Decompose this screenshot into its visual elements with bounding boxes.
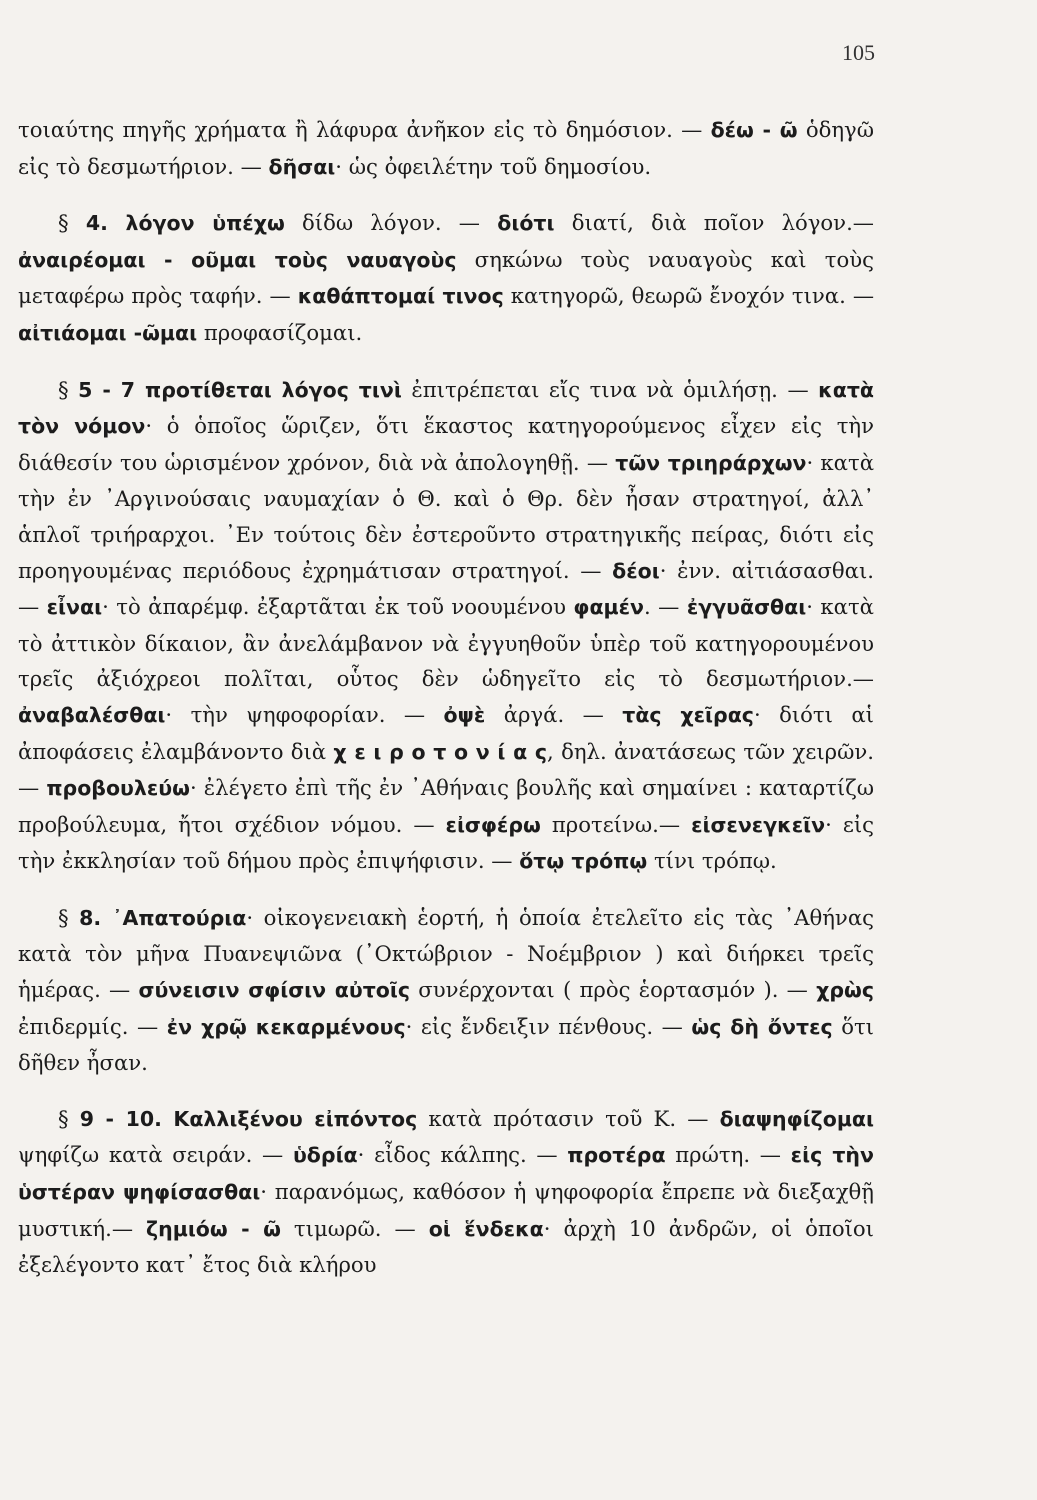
gloss-text: · διότι αἱ ἀποφάσεις ἐλαμβάνοντο διὰ xyxy=(18,701,874,764)
gloss-text: ψηφίζω κατὰ σειράν. — xyxy=(18,1142,293,1168)
headword: εἶναι xyxy=(46,595,103,620)
gloss-text: σηκώνω τοὺς ναυαγοὺς καὶ τοὺς μεταφέρω πρὸς ταφήν. — xyxy=(18,246,875,309)
gloss-text: § xyxy=(58,376,79,402)
paragraph xyxy=(18,372,874,880)
gloss-text: · κατὰ τὴν ἐν ᾿Αργινούσαις ναυμαχίαν ὁ Θ. καὶ ὁ Θρ. δὲν ἦσαν στρατηγοί, ἀλλ᾿ ἁπλοῖ τριήραρχοι. ᾿Εν τούτοις δὲν ἐστεροῦντο στρατηγικῆς πείρας, διότι εἰς προηγουμένας περιόδους ἐχρημάτισαν στρατηγοί. — xyxy=(18,449,874,583)
headword: ὡς δὴ ὄντες xyxy=(691,1014,833,1039)
headword: ὑδρία xyxy=(292,1143,358,1168)
gloss-text: κατηγορῶ, θεωρῶ ἔνοχόν τινα. — xyxy=(503,283,875,309)
gloss-text: πρώτη. — xyxy=(665,1142,791,1168)
gloss-text: · ἐνν. αἰτιάσασθαι. — xyxy=(18,557,874,620)
gloss-text: · παρανόμως, καθόσον ἡ ψηφοφορία ἔπρεπε νὰ διεξαχθῇ μυστική.— xyxy=(18,1179,874,1241)
headword: 8. ᾿Απατούρια xyxy=(79,905,247,930)
gloss-text: · ἀρχὴ 10 ἀνδρῶν, οἱ ὁποῖοι ἐξελέγοντο κατ᾿ ἔτος διὰ κλήρου xyxy=(18,1215,874,1278)
headword: δέω - ῶ xyxy=(710,118,798,142)
gloss-text: προτείνω.— xyxy=(540,811,692,837)
headword: ἐν χρῷ κεκαρμένους xyxy=(166,1014,406,1039)
gloss-text: ὁδηγῶ εἰς τὸ δεσμωτήριον. — xyxy=(18,117,874,179)
gloss-text: · οἰκογενειακὴ ἑορτή, ἡ ὁποία ἐτελεῖτο εἰς τὰς ᾿Αθήνας κατὰ τὸν μῆνα Πυανεψιῶνα (᾿Οκτώβριον - Νοέμβριον ) καὶ διήρκει τρεῖς ἡμέρας. — xyxy=(18,904,874,1003)
headword: ἀναιρέομαι - οῦμαι τοὺς ναυαγοὺς xyxy=(18,247,457,272)
gloss-text: ἀργά. — xyxy=(485,701,623,727)
gloss-text: · τὴν ψηφοφορίαν. — xyxy=(165,701,444,727)
gloss-text: . — xyxy=(644,594,687,620)
page-number: 105 xyxy=(842,40,875,65)
headword: φαμέν xyxy=(573,595,644,620)
gloss-text: · ὁ ὁποῖος ὥριζεν, ὅτι ἕκαστος κατηγορούμενος εἶχεν εἰς τὴν διάθεσίν του ὡρισμένον χρόνον, διὰ νὰ ἀπολογηθῇ. — xyxy=(18,413,875,475)
headword: οἱ ἕνδεκα xyxy=(428,1216,544,1241)
gloss-text: ὅτι δῆθεν ἦσαν. xyxy=(18,1013,874,1076)
headword: δέοι xyxy=(612,558,660,583)
paragraph xyxy=(18,112,874,185)
gloss-text: κατὰ πρότασιν τοῦ Κ. — xyxy=(417,1105,720,1131)
gloss-text: · κατὰ τὸ ἀττικὸν δίκαιον, ἂν ἀνελάμβανον νὰ ἐγγυηθοῦν ὑπὲρ τοῦ κατηγορουμένου τρεῖς ἀξιόχρεοι πολῖται, οὗτος δὲν ὡδηγεῖτο εἰς τὸ δεσμωτήριον.— xyxy=(18,594,874,692)
headword: εἰσενεγκεῖν xyxy=(691,812,826,837)
headword: ὅτῳ τρόπῳ xyxy=(519,849,648,874)
paragraph xyxy=(18,1101,874,1283)
gloss-text: ἐπιτρέπεται εἴς τινα νὰ ὁμιλήσῃ. — xyxy=(401,376,819,402)
gloss-text: § xyxy=(58,210,86,236)
headword: προβουλεύω xyxy=(46,776,190,801)
headword: αἰτιάομαι -ῶμαι xyxy=(18,320,198,345)
headword: χ ε ι ρ ο τ ο ν ί α ς xyxy=(333,739,548,764)
headword: διότι xyxy=(497,211,555,236)
gloss-text: · εἰς ἔνδειξιν πένθους. — xyxy=(405,1013,692,1039)
gloss-text: δίδω λόγον. — xyxy=(284,210,498,236)
gloss-text: § xyxy=(58,1105,80,1131)
headword: κατὰ τὸν νόμον xyxy=(18,377,874,439)
gloss-text: · ὡς ὀφειλέτην τοῦ δημοσίου. xyxy=(335,153,652,179)
gloss-text: · τὸ ἀπαρέμφ. ἐξαρτᾶται ἐκ τοῦ νοουμένου xyxy=(102,594,574,620)
headword: ὀψὲ xyxy=(443,702,486,727)
headword: 9 - 10. Καλλιξένου εἰπόντος xyxy=(79,1106,418,1131)
headword: εἰς τὴν ὑστέραν ψηφίσασθαι xyxy=(18,1143,874,1205)
gloss-text: συνέρχονται ( πρὸς ἑορτασμόν ). — xyxy=(410,977,817,1003)
gloss-text: § xyxy=(58,904,80,930)
headword: ἐγγυᾶσθαι xyxy=(686,595,807,620)
headword: εἰσφέρω xyxy=(445,812,541,837)
headword: προτέρα xyxy=(567,1143,666,1168)
gloss-text: · εἶδος κάλπης. — xyxy=(357,1142,568,1168)
headword: διαψηφίζομαι xyxy=(719,1106,874,1131)
gloss-text: · εἰς τὴν ἐκκλησίαν τοῦ δήμου πρὸς ἐπιψήφισιν. — xyxy=(18,811,874,874)
gloss-text: τίνι τρόπῳ. xyxy=(647,848,777,874)
headword: ἀναβαλέσθαι xyxy=(18,702,166,727)
headword: τῶν τριηράρχων xyxy=(615,450,807,475)
paragraph xyxy=(18,205,874,351)
gloss-text: προφασίζομαι. xyxy=(197,319,363,345)
gloss-text: , δηλ. ἀνατάσεως τῶν χειρῶν. — xyxy=(18,738,875,801)
headword: δῆσαι xyxy=(268,154,336,179)
gloss-text: διατί, διὰ ποῖον λόγον.— xyxy=(554,210,874,236)
headword: 4. λόγον ὑπέχω xyxy=(85,211,285,236)
headword: τὰς χεῖρας xyxy=(622,702,754,727)
headword: καθάπτομαί τινος xyxy=(297,284,504,309)
headword: σύνεισιν σφίσιν αὐτοῖς xyxy=(138,978,411,1003)
gloss-text: ἐπιδερμίς. — xyxy=(18,1013,167,1039)
headword: 5 - 7 προτίθεται λόγος τινὶ xyxy=(78,377,402,402)
headword: ζημιόω - ῶ xyxy=(146,1216,281,1241)
commentary-body xyxy=(18,112,874,1303)
gloss-text: · ἐλέγετο ἐπὶ τῆς ἐν ᾿Αθήναις βουλῆς καὶ σημαίνει : καταρτίζω προβούλευμα, ἤτοι σχέδιον νόμου. — xyxy=(18,775,874,837)
gloss-text: τοιαύτης πηγῆς χρήματα ἢ λάφυρα ἀνῆκον εἰς τὸ δημόσιον. — xyxy=(18,117,711,142)
gloss-text: τιμωρῶ. — xyxy=(280,1215,429,1241)
headword: χρὼς xyxy=(816,978,874,1003)
paragraph xyxy=(18,900,874,1081)
